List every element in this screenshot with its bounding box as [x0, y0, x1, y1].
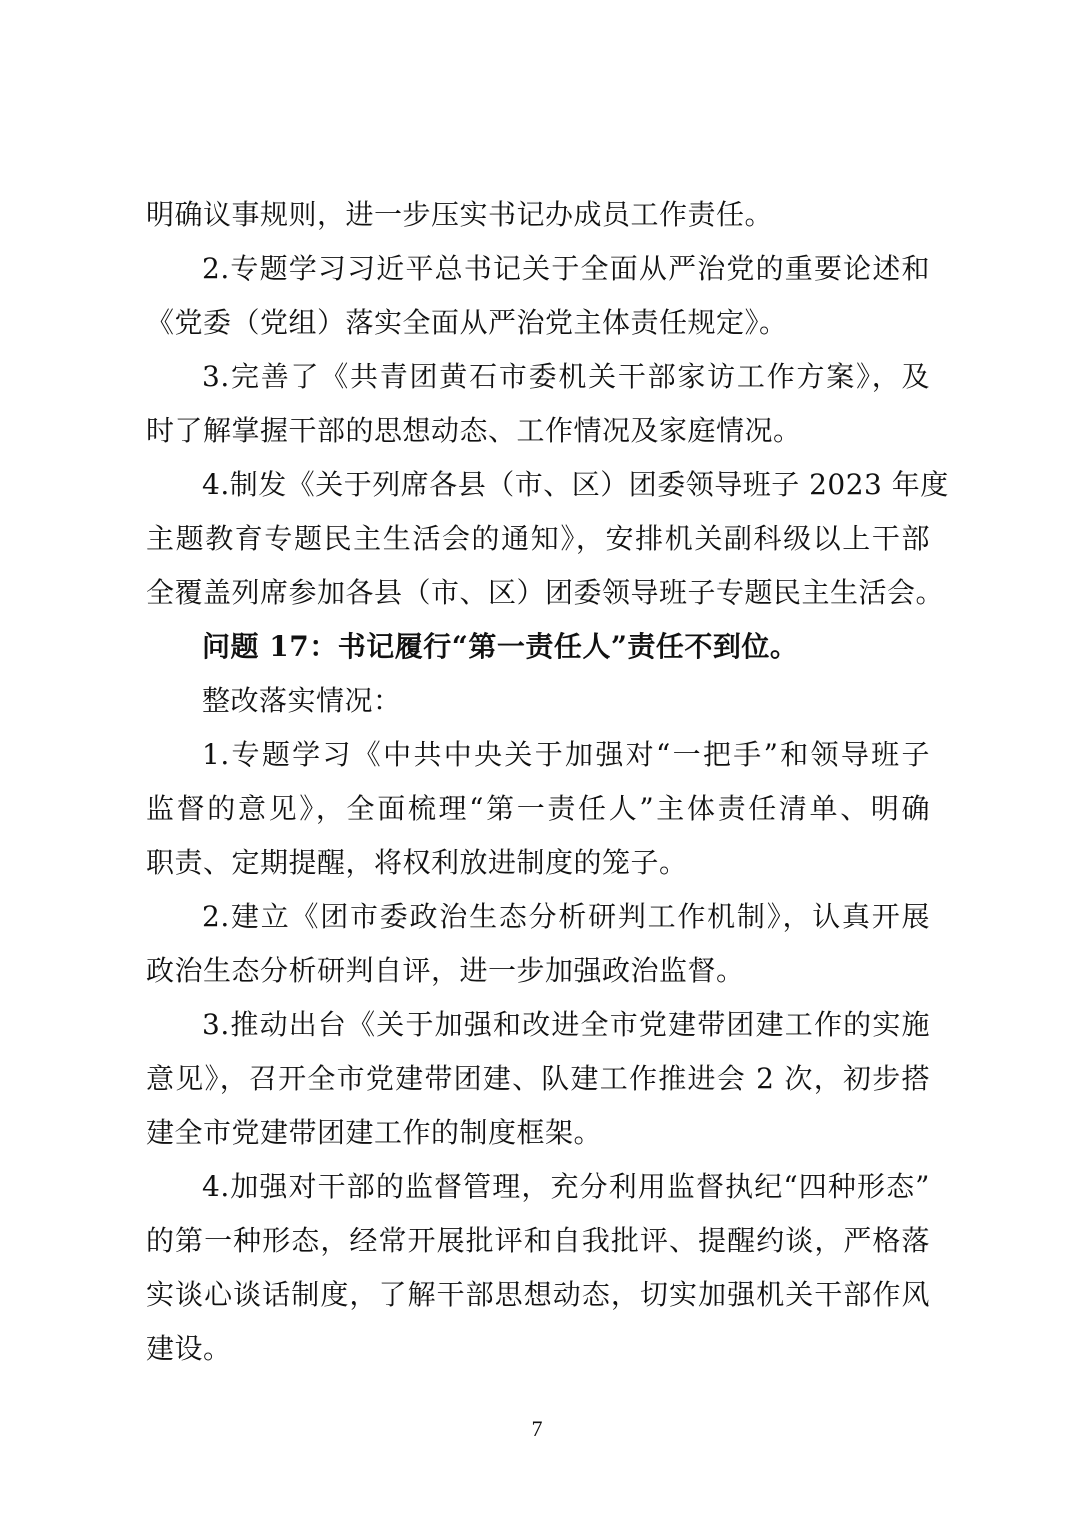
text-line: 意见》，召开全市党建带团建、队建工作推进会 2 次，初步搭: [146, 1062, 930, 1095]
text-line: 全覆盖列席参加各县（市、区）团委领导班子专题民主生活会。: [146, 576, 945, 609]
text-line: 的第一种形态，经常开展批评和自我批评、提醒约谈，严格落: [146, 1224, 930, 1257]
issue-heading: 问题 17：书记履行“第一责任人”责任不到位。: [202, 630, 799, 663]
text-line: 3.推动出台《关于加强和改进全市党建带团建工作的实施: [202, 1008, 930, 1041]
text-line: 4.加强对干部的监督管理，充分利用监督执纪“四种形态”: [202, 1170, 930, 1203]
text-line: 时了解掌握干部的思想动态、工作情况及家庭情况。: [146, 414, 802, 447]
text-line: 2.专题学习习近平总书记关于全面从严治党的重要论述和: [202, 252, 930, 285]
text-line: 职责、定期提醒，将权利放进制度的笼子。: [146, 846, 688, 879]
text-line: 建设。: [146, 1332, 232, 1365]
body-text: [146, 188, 949, 1376]
text-line: 1.专题学习《中共中央关于加强对“一把手”和领导班子: [202, 738, 930, 771]
page-number: 7: [531, 1416, 543, 1441]
section-label: 整改落实情况：: [202, 684, 402, 717]
text-line: 《党委（党组）落实全面从严治党主体责任规定》。: [146, 306, 788, 339]
text-line: 实谈心谈话制度，了解干部思想动态，切实加强机关干部作风: [146, 1278, 930, 1311]
text-line: 4.制发《关于列席各县（市、区）团委领导班子 2023 年度: [202, 468, 949, 501]
text-line: 主题教育专题民主生活会的通知》，安排机关副科级以上干部: [146, 522, 930, 555]
text-line: 政治生态分析研判自评，进一步加强政治监督。: [146, 954, 745, 987]
text-line: 建全市党建带团建工作的制度框架。: [146, 1116, 603, 1149]
text-line: 明确议事规则，进一步压实书记办成员工作责任。: [146, 198, 774, 231]
text-line: 2.建立《团市委政治生态分析研判工作机制》，认真开展: [202, 900, 930, 933]
text-line: 3.完善了《共青团黄石市委机关干部家访工作方案》，及: [202, 360, 930, 393]
text-line: 监督的意见》，全面梳理“第一责任人”主体责任清单、明确: [146, 792, 930, 825]
